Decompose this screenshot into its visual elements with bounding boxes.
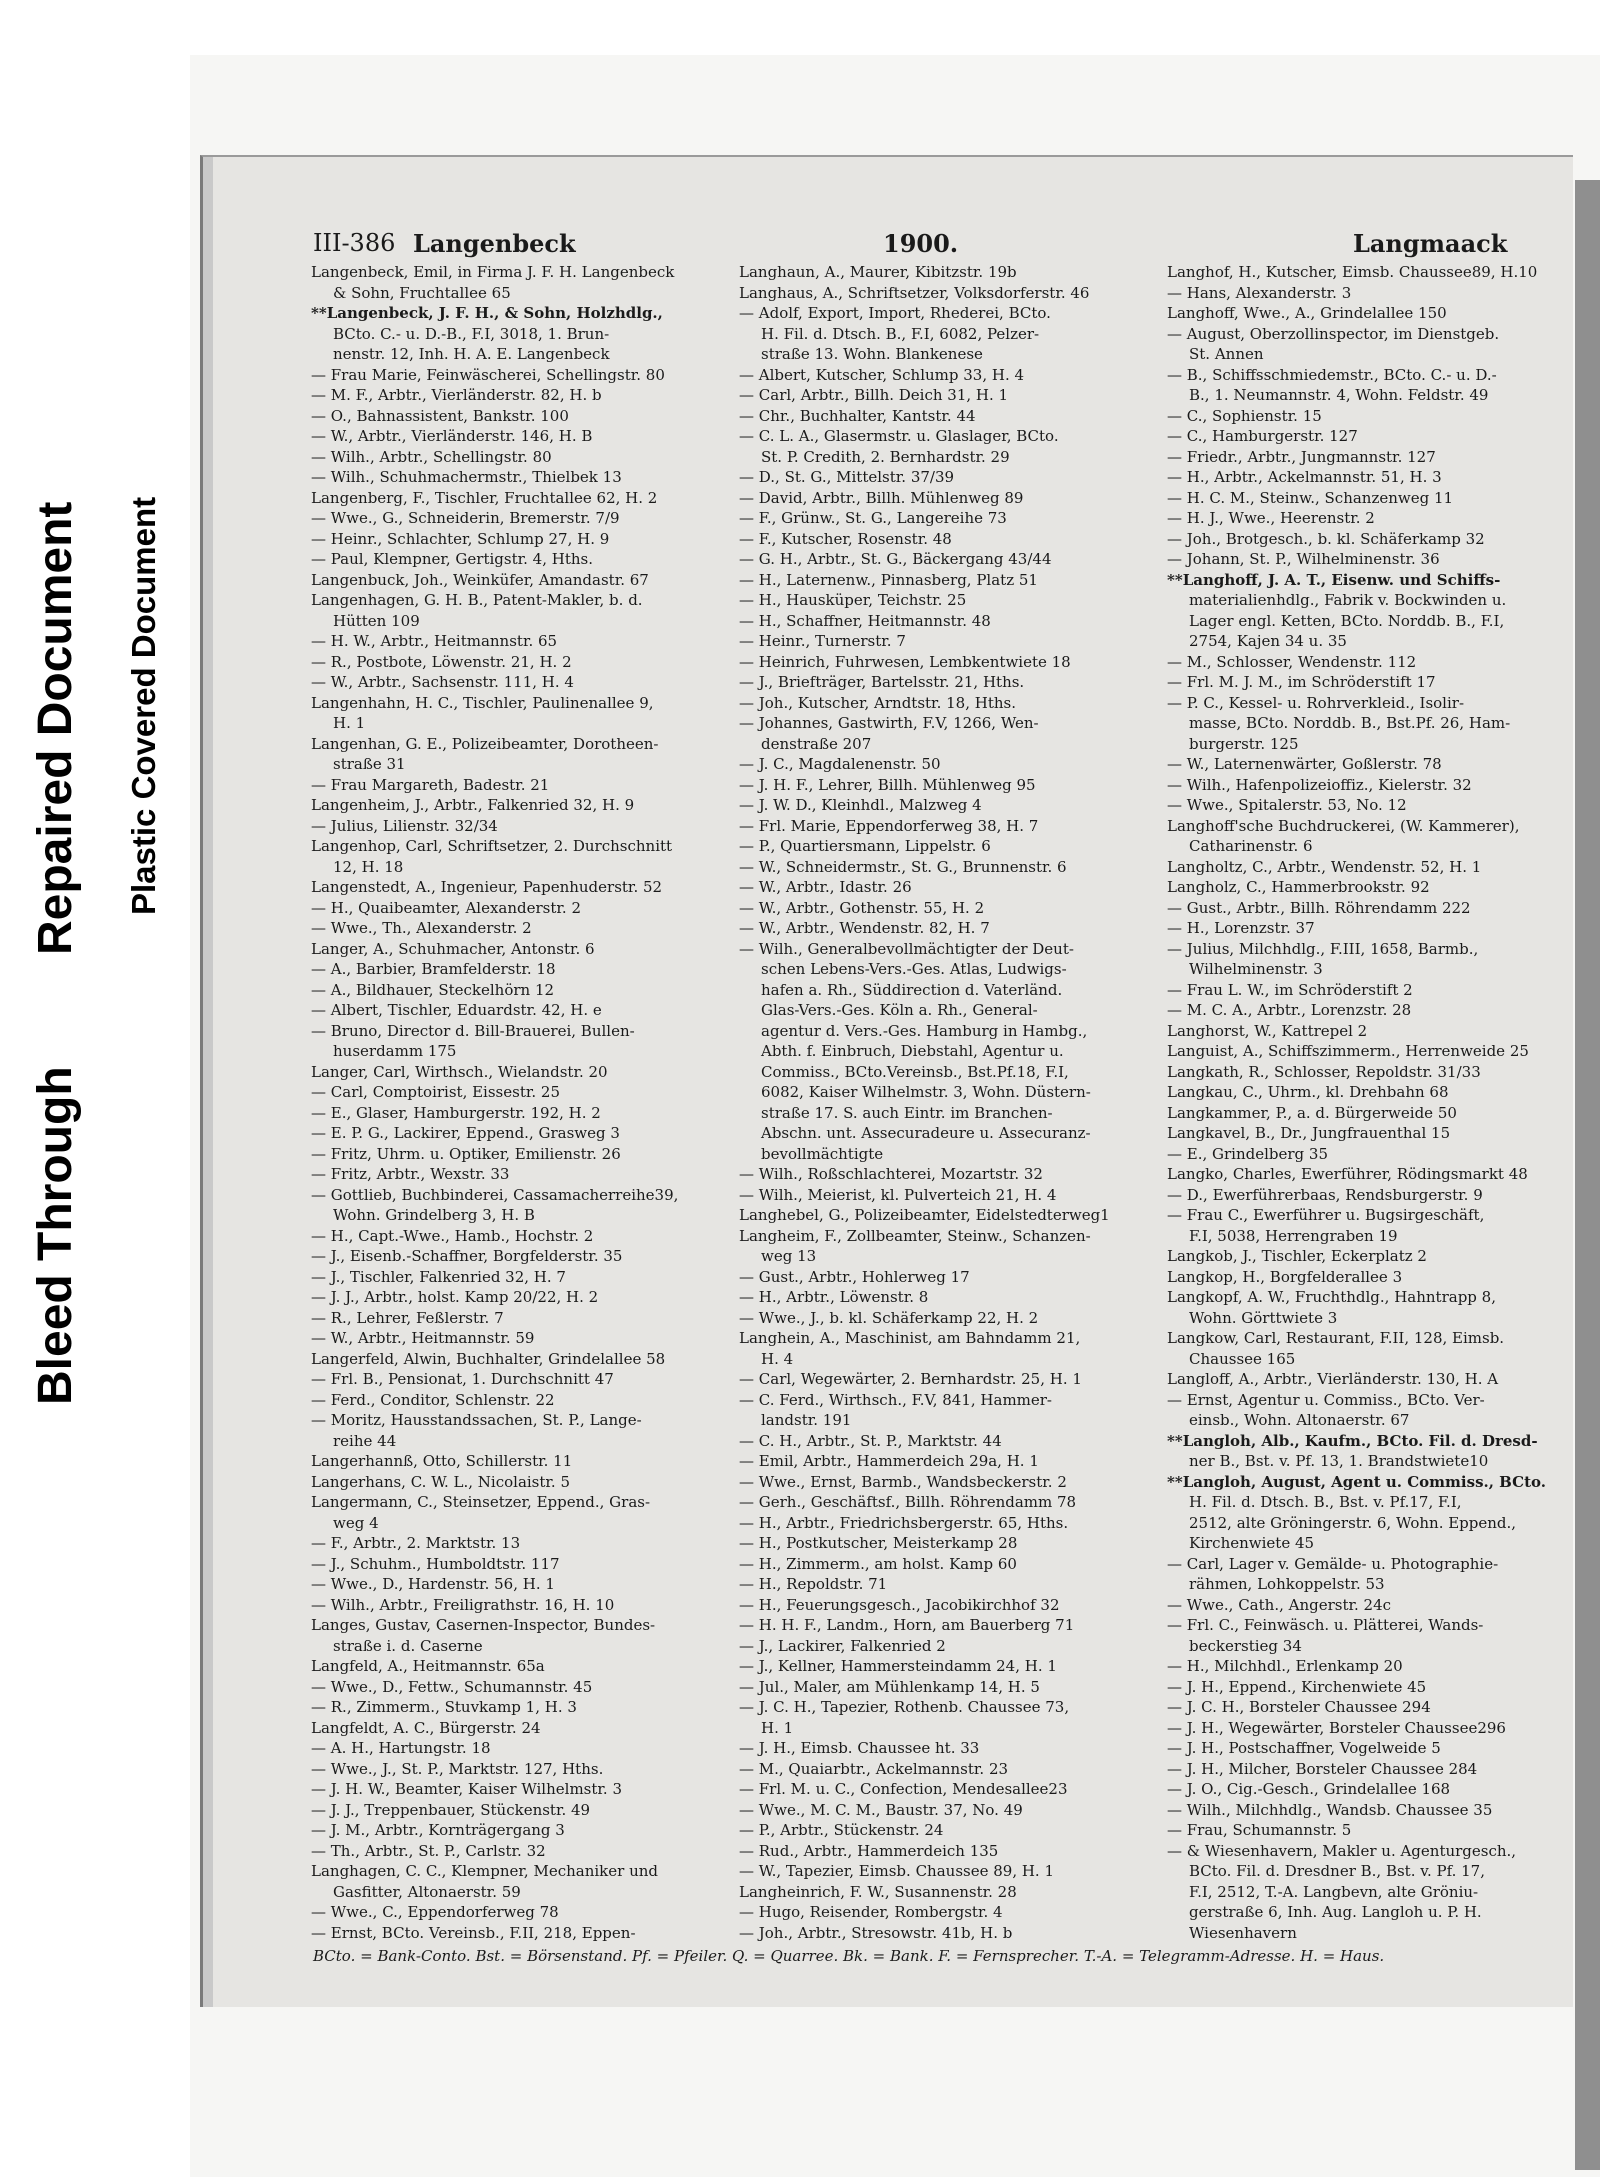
- directory-entry: Langenstedt, A., Ingenieur, Papenhuderstr. 52: [311, 878, 663, 896]
- directory-entry: — H. C. M., Steinw., Schanzenweg 11: [1167, 488, 1454, 507]
- directory-entry: — F., Kutscher, Rosenstr. 48: [739, 529, 952, 548]
- directory-entry: **Langenbeck, J. F. H., & Sohn, Holzhdlg.,: [311, 304, 663, 322]
- directory-entry: straße 31: [333, 755, 406, 773]
- directory-entry: Langhein, A., Maschinist, am Bahndamm 21,: [739, 1329, 1081, 1347]
- directory-entry: — D., Ewerführerbaas, Rendsburgerstr. 9: [1167, 1185, 1483, 1204]
- directory-entry: — Ernst, BCto. Vereinsb., F.II, 218, Eppen-: [311, 1923, 636, 1942]
- directory-entry: weg 4: [333, 1513, 379, 1532]
- directory-entry: — J., Briefträger, Bartelsstr. 21, Hths.: [739, 673, 1025, 691]
- directory-entry: Gasfitter, Altonaerstr. 59: [333, 1882, 521, 1901]
- directory-entry: — W., Arbtr., Sachsenstr. 111, H. 4: [311, 673, 574, 691]
- directory-entry: — Th., Arbtr., St. P., Carlstr. 32: [311, 1841, 546, 1860]
- directory-entry: — F., Arbtr., 2. Marktstr. 13: [311, 1534, 521, 1552]
- directory-entry: — J. J., Arbtr., holst. Kamp 20/22, H. 2: [311, 1288, 599, 1306]
- directory-entry: — R., Zimmerm., Stuvkamp 1, H. 3: [311, 1698, 577, 1716]
- directory-entry: Langhorst, W., Kattrepel 2: [1167, 1021, 1368, 1040]
- directory-entry: BCto. C.- u. D.-B., F.I, 3018, 1. Brun-: [333, 324, 610, 343]
- directory-entry: — P., Quartiersmann, Lippelstr. 6: [739, 837, 991, 855]
- directory-entry: — Albert, Kutscher, Schlump 33, H. 4: [739, 365, 1025, 384]
- directory-entry: ner B., Bst. v. Pf. 13, 1. Brandstwiete10: [1189, 1452, 1489, 1470]
- directory-entry: — Wwe., Spitalerstr. 53, No. 12: [1167, 796, 1407, 814]
- directory-entry: — J. C. H., Borsteler Chaussee 294: [1167, 1698, 1431, 1716]
- page-header: [313, 229, 1600, 259]
- directory-entry: Langhebel, G., Polizeibeamter, Eidelstedterweg1: [739, 1206, 1110, 1224]
- directory-entry: — Joh., Brotgesch., b. kl. Schäferkamp 32: [1167, 529, 1485, 548]
- directory-entry: — W., Arbtr., Vierländerstr. 146, H. B: [311, 427, 593, 445]
- directory-entry: — August, Oberzollinspector, im Dienstgeb.: [1167, 324, 1500, 343]
- directory-entry: F.I, 2512, T.-A. Langbevn, alte Gröniu-: [1189, 1882, 1479, 1901]
- page-edge: [203, 157, 213, 2007]
- directory-entry: — Moritz, Hausstandssachen, St. P., Lange-: [311, 1411, 642, 1429]
- directory-entry: F.I, 5038, Herrengraben 19: [1189, 1226, 1398, 1245]
- directory-entry: Langhaus, A., Schriftsetzer, Volksdorferstr. 46: [739, 283, 1090, 302]
- directory-entry: — Julius, Lilienstr. 32/34: [311, 816, 498, 835]
- directory-entry: — C. Ferd., Wirthsch., F.V, 841, Hammer-: [739, 1390, 1053, 1409]
- directory-entry: — A., Bildhauer, Steckelhörn 12: [311, 980, 555, 999]
- directory-entry: Langkath, R., Schlosser, Repoldstr. 31/33: [1167, 1062, 1481, 1081]
- bleed-through-label: Bleed Through: [29, 1066, 82, 1405]
- directory-entry: — M., Quaiarbtr., Ackelmannstr. 23: [739, 1759, 1009, 1778]
- directory-entry: — Hugo, Reisender, Rombergstr. 4: [739, 1903, 1003, 1921]
- directory-entry: — Gust., Arbtr., Billh. Röhrendamm 222: [1167, 898, 1471, 917]
- directory-entry: — Wilh., Arbtr., Schellingstr. 80: [311, 447, 552, 466]
- directory-entry: St. P. Credith, 2. Bernhardstr. 29: [761, 447, 1010, 466]
- directory-entry: Langkammer, P., a. d. Bürgerweide 50: [1167, 1103, 1457, 1122]
- directory-entry: — H., Postkutscher, Meisterkamp 28: [739, 1534, 1018, 1552]
- directory-entry: Langermann, C., Steinsetzer, Eppend., Gras-: [311, 1493, 651, 1511]
- directory-entry: weg 13: [761, 1247, 817, 1265]
- directory-entry: — Jul., Maler, am Mühlenkamp 14, H. 5: [739, 1677, 1040, 1696]
- directory-entry: huserdamm 175: [333, 1042, 457, 1060]
- directory-entry: H. 1: [761, 1718, 794, 1737]
- directory-entry: — E., Grindelberg 35: [1167, 1144, 1329, 1163]
- directory-entry: Chaussee 165: [1189, 1349, 1296, 1368]
- directory-entry: — Wilh., Meierist, kl. Pulverteich 21, H. 4: [739, 1185, 1057, 1204]
- directory-entry: BCto. Fil. d. Dresdner B., Bst. v. Pf. 17,: [1189, 1862, 1485, 1880]
- directory-entry: schen Lebens-Vers.-Ges. Atlas, Ludwigs-: [761, 960, 1067, 978]
- directory-entry: Abth. f. Einbruch, Diebstahl, Agentur u.: [761, 1042, 1064, 1060]
- directory-entry: — H., Schaffner, Heitmannstr. 48: [739, 611, 991, 630]
- directory-entry: — H., Capt.-Wwe., Hamb., Hochstr. 2: [311, 1226, 594, 1245]
- directory-entry: — David, Arbtr., Billh. Mühlenweg 89: [739, 488, 1024, 507]
- directory-entry: — J. H., Postschaffner, Vogelweide 5: [1167, 1739, 1441, 1757]
- directory-entry: — Carl, Wegewärter, 2. Bernhardstr. 25, H. 1: [739, 1370, 1082, 1388]
- directory-entry: Langhaun, A., Maurer, Kibitzstr. 19b: [739, 263, 1017, 281]
- directory-entry: — P. C., Kessel- u. Rohrverkleid., Isolir-: [1167, 693, 1465, 712]
- directory-entry: H. 1: [333, 714, 366, 732]
- directory-entry: Langenbuck, Joh., Weinküfer, Amandastr. 67: [311, 570, 649, 589]
- directory-entry: — Wwe., Ernst, Barmb., Wandsbeckerstr. 2: [739, 1472, 1067, 1491]
- directory-entry: — J. C., Magdalenenstr. 50: [739, 755, 941, 773]
- directory-entry: — Wwe., G., Schneiderin, Bremerstr. 7/9: [311, 509, 620, 527]
- directory-entry: gerstraße 6, Inh. Aug. Langloh u. P. H.: [1189, 1903, 1482, 1921]
- directory-entry: Glas-Vers.-Ges. Köln a. Rh., General-: [761, 1001, 1038, 1019]
- directory-entry: — H., Arbtr., Löwenstr. 8: [739, 1288, 929, 1306]
- directory-entry: landstr. 191: [761, 1411, 852, 1429]
- directory-entry: — Wwe., J., St. P., Marktstr. 127, Hths.: [311, 1759, 604, 1778]
- directory-entry: **Langloh, Alb., Kaufm., BCto. Fil. d. Dresd-: [1167, 1431, 1538, 1450]
- directory-entry: Langkow, Carl, Restaurant, F.II, 128, Eimsb.: [1167, 1329, 1505, 1347]
- directory-entry: — Gottlieb, Buchbinderei, Cassamacherreihe39,: [311, 1185, 679, 1204]
- directory-entry: masse, BCto. Norddb. B., Bst.Pf. 26, Ham-: [1189, 714, 1511, 732]
- directory-entry: — W., Arbtr., Idastr. 26: [739, 878, 912, 896]
- directory-entry: Abschn. unt. Assecuradeure u. Assecuranz-: [761, 1124, 1091, 1142]
- directory-entry: burgerstr. 125: [1189, 734, 1299, 753]
- directory-entry: — Johann, St. P., Wilhelminenstr. 36: [1167, 550, 1440, 568]
- directory-entry: — Wwe., M. C. M., Baustr. 37, No. 49: [739, 1800, 1023, 1819]
- directory-entry: — B., Schiffsschmiedemstr., BCto. C.- u. D.-: [1167, 365, 1497, 384]
- directory-entry: — J. H., Milcher, Borsteler Chaussee 284: [1167, 1759, 1478, 1778]
- directory-entry: — Ernst, Agentur u. Commiss., BCto. Ver-: [1167, 1390, 1485, 1409]
- directory-entry: Langholz, C., Hammerbrookstr. 92: [1167, 878, 1430, 896]
- directory-entry: H. Fil. d. Dtsch. B., Bst. v. Pf.17, F.I,: [1189, 1493, 1462, 1511]
- directory-entry: — Albert, Tischler, Eduardstr. 42, H. e: [311, 1001, 602, 1019]
- directory-entry: — E. P. G., Lackirer, Eppend., Grasweg 3: [311, 1124, 620, 1142]
- directory-entry: — Paul, Klempner, Gertigstr. 4, Hths.: [311, 550, 593, 568]
- directory-entry: — J. J., Treppenbauer, Stückenstr. 49: [311, 1800, 591, 1819]
- directory-entry: — J. H., Eppend., Kirchenwiete 45: [1167, 1677, 1427, 1696]
- directory-entry: Langheim, F., Zollbeamter, Steinw., Schanzen-: [739, 1226, 1091, 1245]
- directory-entry: 2512, alte Gröningerstr. 6, Wohn. Eppend.,: [1189, 1513, 1517, 1532]
- directory-entry: — Wwe., J., b. kl. Schäferkamp 22, H. 2: [739, 1308, 1039, 1327]
- directory-entry: — Adolf, Export, Import, Rhederei, BCto.: [739, 304, 1051, 322]
- directory-entry: & Sohn, Fruchtallee 65: [333, 283, 511, 302]
- directory-entry: Wohn. Görttwiete 3: [1189, 1308, 1338, 1327]
- directory-entry: Langloff, A., Arbtr., Vierländerstr. 130, H. A: [1167, 1370, 1499, 1388]
- directory-entry: Langes, Gustav, Casernen-Inspector, Bundes-: [311, 1616, 656, 1634]
- directory-entry: — M. F., Arbtr., Vierländerstr. 82, H. b: [311, 386, 602, 404]
- directory-entry: — Wilh., Arbtr., Freiligrathstr. 16, H. 10: [311, 1595, 615, 1614]
- directory-entry: — Joh., Arbtr., Stresowstr. 41b, H. b: [739, 1923, 1013, 1942]
- directory-entry: B., 1. Neumannstr. 4, Wohn. Feldstr. 49: [1189, 386, 1489, 404]
- directory-entry: Langkavel, B., Dr., Jungfrauenthal 15: [1167, 1124, 1451, 1142]
- directory-entry: — H., Milchhdl., Erlenkamp 20: [1167, 1657, 1403, 1675]
- directory-entry: — Frau L. W., im Schröderstift 2: [1167, 980, 1413, 999]
- directory-entry: Commiss., BCto.Vereinsb., Bst.Pf.18, F.I,: [761, 1062, 1069, 1081]
- directory-entry: — Rud., Arbtr., Hammerdeich 135: [739, 1841, 999, 1860]
- directory-entry: — Carl, Comptoirist, Eissestr. 25: [311, 1083, 561, 1101]
- directory-entry: Langenberg, F., Tischler, Fruchtallee 62, H. 2: [311, 488, 658, 507]
- directory-entry: — J. M., Arbtr., Kornträgergang 3: [311, 1821, 565, 1839]
- directory-entry: — Gerh., Geschäftsf., Billh. Röhrendamm 78: [739, 1493, 1077, 1511]
- directory-entry: — Carl, Arbtr., Billh. Deich 31, H. 1: [739, 386, 1009, 404]
- directory-entry: — M. C. A., Arbtr., Lorenzstr. 28: [1167, 1001, 1412, 1019]
- directory-columns: [311, 262, 1581, 1942]
- directory-entry: — Wilh., Hafenpolizeioffiz., Kielerstr. 32: [1167, 775, 1472, 794]
- repaired-document-label: Repaired Document: [29, 501, 82, 955]
- directory-entry: beckerstieg 34: [1189, 1636, 1302, 1655]
- abbreviation-legend: BCto. = Bank-Conto. Bst. = Börsenstand. Pf. = Pfeiler. Q. = Quarree. Bk. = Bank. F. = Fernsprecher. T.-A. = Telegramm-Adresse. H. = Haus.: [313, 1947, 1385, 1965]
- directory-entry: — Wilh., Roßschlachterei, Mozartstr. 32: [739, 1165, 1043, 1183]
- directory-entry: Langenhan, G. E., Polizeibeamter, Dorotheen-: [311, 734, 659, 753]
- directory-entry: 6082, Kaiser Wilhelmstr. 3, Wohn. Düstern-: [761, 1083, 1091, 1101]
- directory-entry: Langhoff'sche Buchdruckerei, (W. Kammerer),: [1167, 816, 1520, 835]
- directory-entry: Langheinrich, F. W., Susannenstr. 28: [739, 1882, 1017, 1901]
- directory-entry: nenstr. 12, Inh. H. A. E. Langenbeck: [333, 345, 610, 363]
- directory-entry: Langfeld, A., Heitmannstr. 65a: [311, 1657, 545, 1675]
- directory-entry: — Heinr., Schlachter, Schlump 27, H. 9: [311, 529, 610, 548]
- directory-entry: — C., Hamburgerstr. 127: [1167, 427, 1358, 445]
- directory-entry: — J. O., Cig.-Gesch., Grindelallee 168: [1167, 1780, 1451, 1798]
- column-3: [1167, 262, 1577, 1942]
- directory-entry: Langhoff, Wwe., A., Grindelallee 150: [1167, 304, 1447, 322]
- directory-entry: — Bruno, Director d. Bill-Brauerei, Bullen-: [311, 1021, 635, 1040]
- directory-entry: Langenheim, J., Arbtr., Falkenried 32, H. 9: [311, 796, 635, 814]
- directory-entry: 12, H. 18: [333, 857, 404, 876]
- directory-entry: — J., Kellner, Hammersteindamm 24, H. 1: [739, 1657, 1057, 1675]
- directory-entry: — Wilh., Milchhdlg., Wandsb. Chaussee 35: [1167, 1800, 1493, 1819]
- directory-entry: — A. H., Hartungstr. 18: [311, 1739, 491, 1757]
- directory-entry: — Carl, Lager v. Gemälde- u. Photographie-: [1167, 1554, 1499, 1573]
- directory-entry: Langerhannß, Otto, Schillerstr. 11: [311, 1452, 573, 1470]
- directory-entry: Wiesenhavern: [1189, 1923, 1297, 1942]
- directory-entry: — C. H., Arbtr., St. P., Marktstr. 44: [739, 1431, 1002, 1450]
- directory-entry: — & Wiesenhavern, Makler u. Agenturgesch.,: [1167, 1841, 1517, 1860]
- directory-entry: einsb., Wohn. Altonaerstr. 67: [1189, 1411, 1410, 1429]
- column-1: [311, 262, 721, 1942]
- directory-entry: — J., Schuhm., Humboldtstr. 117: [311, 1554, 560, 1573]
- scan-labels: [0, 0, 190, 2177]
- directory-entry: Langer, A., Schuhmacher, Antonstr. 6: [311, 939, 595, 958]
- directory-entry: — H. W., Arbtr., Heitmannstr. 65: [311, 632, 558, 650]
- directory-entry: — Hans, Alexanderstr. 3: [1167, 283, 1352, 302]
- directory-entry: St. Annen: [1189, 345, 1264, 363]
- directory-entry: — Frau, Schumannstr. 5: [1167, 1821, 1352, 1839]
- directory-entry: — Frl. M. u. C., Confection, Mendesallee23: [739, 1780, 1068, 1798]
- directory-entry: agentur d. Vers.-Ges. Hamburg in Hambg.,: [761, 1021, 1088, 1040]
- directory-entry: — G. H., Arbtr., St. G., Bäckergang 43/44: [739, 550, 1052, 568]
- directory-entry: — H., Lorenzstr. 37: [1167, 919, 1315, 937]
- directory-entry: Langenhahn, H. C., Tischler, Paulinenallee 9,: [311, 693, 654, 712]
- directory-entry: — Wwe., D., Hardenstr. 56, H. 1: [311, 1575, 555, 1593]
- directory-entry: Catharinenstr. 6: [1189, 837, 1313, 855]
- directory-entry: Langerhans, C. W. L., Nicolaistr. 5: [311, 1472, 571, 1491]
- directory-entry: Langkob, J., Tischler, Eckerplatz 2: [1167, 1247, 1427, 1265]
- directory-entry: — A., Barbier, Bramfelderstr. 18: [311, 960, 556, 978]
- directory-entry: Langenhagen, G. H. B., Patent-Makler, b. d.: [311, 591, 643, 609]
- directory-entry: — H., Laternenw., Pinnasberg, Platz 51: [739, 570, 1038, 589]
- directory-entry: — Wwe., Cath., Angerstr. 24c: [1167, 1595, 1392, 1614]
- directory-entry: — Fritz, Arbtr., Wexstr. 33: [311, 1165, 510, 1183]
- plastic-covered-document-label: Plastic Covered Document: [125, 496, 162, 915]
- directory-entry: — J. H. F., Lehrer, Billh. Mühlenweg 95: [739, 775, 1036, 794]
- directory-entry: — Frl. B., Pensionat, 1. Durchschnitt 47: [311, 1370, 614, 1388]
- column-2: [739, 262, 1149, 1942]
- directory-entry: — J., Lackirer, Falkenried 2: [739, 1636, 946, 1655]
- directory-page: [200, 155, 1573, 2007]
- directory-entry: — Wilh., Generalbevollmächtigter der Deut-: [739, 939, 1074, 958]
- directory-entry: — H., Repoldstr. 71: [739, 1575, 888, 1593]
- directory-entry: **Langhoff, J. A. T., Eisenw. und Schiffs-: [1167, 570, 1501, 589]
- directory-entry: — M., Schlosser, Wendenstr. 112: [1167, 652, 1417, 671]
- directory-entry: hafen a. Rh., Süddirection d. Vaterländ.: [761, 980, 1063, 999]
- directory-entry: — Frl. C., Feinwäsch. u. Plätterei, Wands-: [1167, 1616, 1484, 1634]
- directory-entry: — Wwe., C., Eppendorferweg 78: [311, 1903, 559, 1921]
- directory-entry: — H., Arbtr., Ackelmannstr. 51, H. 3: [1167, 468, 1442, 486]
- directory-entry: Wilhelminenstr. 3: [1189, 960, 1323, 978]
- directory-entry: — W., Arbtr., Gothenstr. 55, H. 2: [739, 898, 985, 917]
- directory-entry: — F., Grünw., St. G., Langereihe 73: [739, 509, 1007, 527]
- header-right-word: Langmaack: [1353, 229, 1508, 258]
- directory-entry: straße 13. Wohn. Blankenese: [761, 345, 983, 363]
- directory-entry: rähmen, Lohkoppelstr. 53: [1189, 1575, 1385, 1593]
- directory-entry: — J., Tischler, Falkenried 32, H. 7: [311, 1267, 566, 1286]
- directory-entry: — Julius, Milchhdlg., F.III, 1658, Barmb.,: [1167, 939, 1479, 958]
- directory-entry: — J. H. W., Beamter, Kaiser Wilhelmstr. 3: [311, 1780, 622, 1798]
- directory-entry: — R., Lehrer, Feßlerstr. 7: [311, 1308, 504, 1327]
- directory-entry: Langenhop, Carl, Schriftsetzer, 2. Durchschnitt: [311, 837, 673, 855]
- directory-entry: — R., Postbote, Löwenstr. 21, H. 2: [311, 652, 572, 671]
- directory-entry: Langko, Charles, Ewerführer, Rödingsmarkt 48: [1167, 1165, 1528, 1183]
- directory-entry: **Langloh, August, Agent u. Commiss., BCto.: [1167, 1472, 1546, 1491]
- directory-entry: Languist, A., Schiffszimmerm., Herrenweide 25: [1167, 1042, 1529, 1060]
- directory-entry: — J. H., Wegewärter, Borsteler Chaussee296: [1167, 1718, 1506, 1737]
- header-year: 1900.: [883, 229, 959, 258]
- directory-entry: H. 4: [761, 1349, 794, 1368]
- directory-entry: — H. J., Wwe., Heerenstr. 2: [1167, 509, 1375, 527]
- directory-entry: Langenbeck, Emil, in Firma J. F. H. Langenbeck: [311, 263, 675, 281]
- directory-entry: H. Fil. d. Dtsch. B., F.I, 6082, Pelzer-: [761, 324, 1040, 343]
- directory-entry: — Frau Margareth, Badestr. 21: [311, 775, 550, 794]
- directory-entry: — Frl. Marie, Eppendorferweg 38, H. 7: [739, 816, 1039, 835]
- directory-entry: — Heinrich, Fuhrwesen, Lembkentwiete 18: [739, 652, 1071, 671]
- directory-entry: 2754, Kajen 34 u. 35: [1189, 632, 1347, 650]
- directory-entry: — Frau C., Ewerführer u. Bugsirgeschäft,: [1167, 1206, 1485, 1224]
- directory-entry: — Wwe., Th., Alexanderstr. 2: [311, 919, 532, 937]
- directory-entry: — H., Quaibeamter, Alexanderstr. 2: [311, 898, 582, 917]
- directory-entry: Langkau, C., Uhrm., kl. Drehbahn 68: [1167, 1083, 1449, 1101]
- directory-entry: — Chr., Buchhalter, Kantstr. 44: [739, 406, 976, 425]
- directory-entry: Langerfeld, Alwin, Buchhalter, Grindelallee 58: [311, 1349, 666, 1368]
- directory-entry: Wohn. Grindelberg 3, H. B: [333, 1206, 535, 1224]
- directory-entry: — Wwe., D., Fettw., Schumannstr. 45: [311, 1677, 593, 1696]
- directory-entry: — E., Glaser, Hamburgerstr. 192, H. 2: [311, 1103, 601, 1122]
- directory-entry: straße i. d. Caserne: [333, 1636, 483, 1655]
- directory-entry: — J., Eisenb.-Schaffner, Borgfelderstr. 35: [311, 1247, 623, 1265]
- directory-entry: Langfeldt, A. C., Bürgerstr. 24: [311, 1718, 541, 1737]
- directory-entry: Langer, Carl, Wirthsch., Wielandstr. 20: [311, 1062, 608, 1081]
- directory-entry: — Heinr., Turnerstr. 7: [739, 632, 906, 650]
- directory-entry: — J. C. H., Tapezier, Rothenb. Chaussee 73,: [739, 1698, 1070, 1716]
- directory-entry: Langkop, H., Borgfelderallee 3: [1167, 1267, 1403, 1286]
- directory-entry: bevollmächtigte: [761, 1144, 884, 1163]
- directory-entry: Lager engl. Ketten, BCto. Norddb. B., F.I,: [1189, 611, 1505, 630]
- directory-entry: — Frl. M. J. M., im Schröderstift 17: [1167, 673, 1436, 691]
- directory-entry: Langhof, H., Kutscher, Eimsb. Chaussee89, H.10: [1167, 263, 1538, 281]
- directory-entry: — H., Zimmerm., am holst. Kamp 60: [739, 1554, 1017, 1573]
- directory-entry: reihe 44: [333, 1431, 397, 1450]
- directory-entry: Hütten 109: [333, 611, 420, 630]
- directory-entry: — Fritz, Uhrm. u. Optiker, Emilienstr. 26: [311, 1144, 621, 1163]
- directory-entry: — D., St. G., Mittelstr. 37/39: [739, 468, 955, 486]
- directory-entry: — H., Feuerungsgesch., Jacobikirchhof 32: [739, 1595, 1060, 1614]
- directory-entry: — W., Arbtr., Wendenstr. 82, H. 7: [739, 919, 990, 937]
- directory-entry: Kirchenwiete 45: [1189, 1534, 1315, 1552]
- directory-entry: — W., Laternenwärter, Goßlerstr. 78: [1167, 755, 1442, 773]
- page-number: III-386: [313, 229, 396, 257]
- directory-entry: — J. W. D., Kleinhdl., Malzweg 4: [739, 796, 982, 814]
- directory-entry: — H., Hausküper, Teichstr. 25: [739, 591, 967, 609]
- directory-entry: — H. H. F., Landm., Horn, am Bauerberg 71: [739, 1616, 1075, 1634]
- directory-entry: — W., Tapezier, Eimsb. Chaussee 89, H. 1: [739, 1862, 1055, 1880]
- directory-entry: materialienhdlg., Fabrik v. Bockwinden u.: [1189, 591, 1507, 609]
- directory-entry: — P., Arbtr., Stückenstr. 24: [739, 1821, 944, 1839]
- directory-entry: — Wilh., Schuhmachermstr., Thielbek 13: [311, 468, 622, 486]
- directory-entry: straße 17. S. auch Eintr. im Branchen-: [761, 1103, 1053, 1122]
- directory-entry: — C. L. A., Glasermstr. u. Glaslager, BCto.: [739, 427, 1059, 445]
- directory-entry: — Frau Marie, Feinwäscherei, Schellingstr. 80: [311, 365, 665, 384]
- directory-entry: — W., Schneidermstr., St. G., Brunnenstr. 6: [739, 857, 1067, 876]
- directory-entry: — Johannes, Gastwirth, F.V, 1266, Wen-: [739, 714, 1039, 732]
- directory-entry: — W., Arbtr., Heitmannstr. 59: [311, 1329, 535, 1347]
- directory-entry: Langhagen, C. C., Klempner, Mechaniker und: [311, 1862, 658, 1880]
- directory-entry: — J. H., Eimsb. Chaussee ht. 33: [739, 1739, 980, 1757]
- directory-entry: — Ferd., Conditor, Schlenstr. 22: [311, 1390, 555, 1409]
- directory-entry: — Joh., Kutscher, Arndtstr. 18, Hths.: [739, 693, 1016, 712]
- directory-entry: Langholtz, C., Arbtr., Wendenstr. 52, H. 1: [1167, 857, 1482, 876]
- directory-entry: — O., Bahnassistent, Bankstr. 100: [311, 406, 569, 425]
- directory-entry: — C., Sophienstr. 15: [1167, 406, 1322, 425]
- directory-entry: Langkopf, A. W., Fruchthdlg., Hahntrapp 8,: [1167, 1288, 1496, 1306]
- directory-entry: — Gust., Arbtr., Hohlerweg 17: [739, 1267, 970, 1286]
- directory-entry: denstraße 207: [761, 734, 872, 753]
- directory-entry: — H., Arbtr., Friedrichsbergerstr. 65, Hths.: [739, 1513, 1069, 1532]
- directory-entry: — Emil, Arbtr., Hammerdeich 29a, H. 1: [739, 1452, 1039, 1470]
- header-left-word: Langenbeck: [413, 229, 576, 258]
- directory-entry: — Friedr., Arbtr., Jungmannstr. 127: [1167, 447, 1436, 466]
